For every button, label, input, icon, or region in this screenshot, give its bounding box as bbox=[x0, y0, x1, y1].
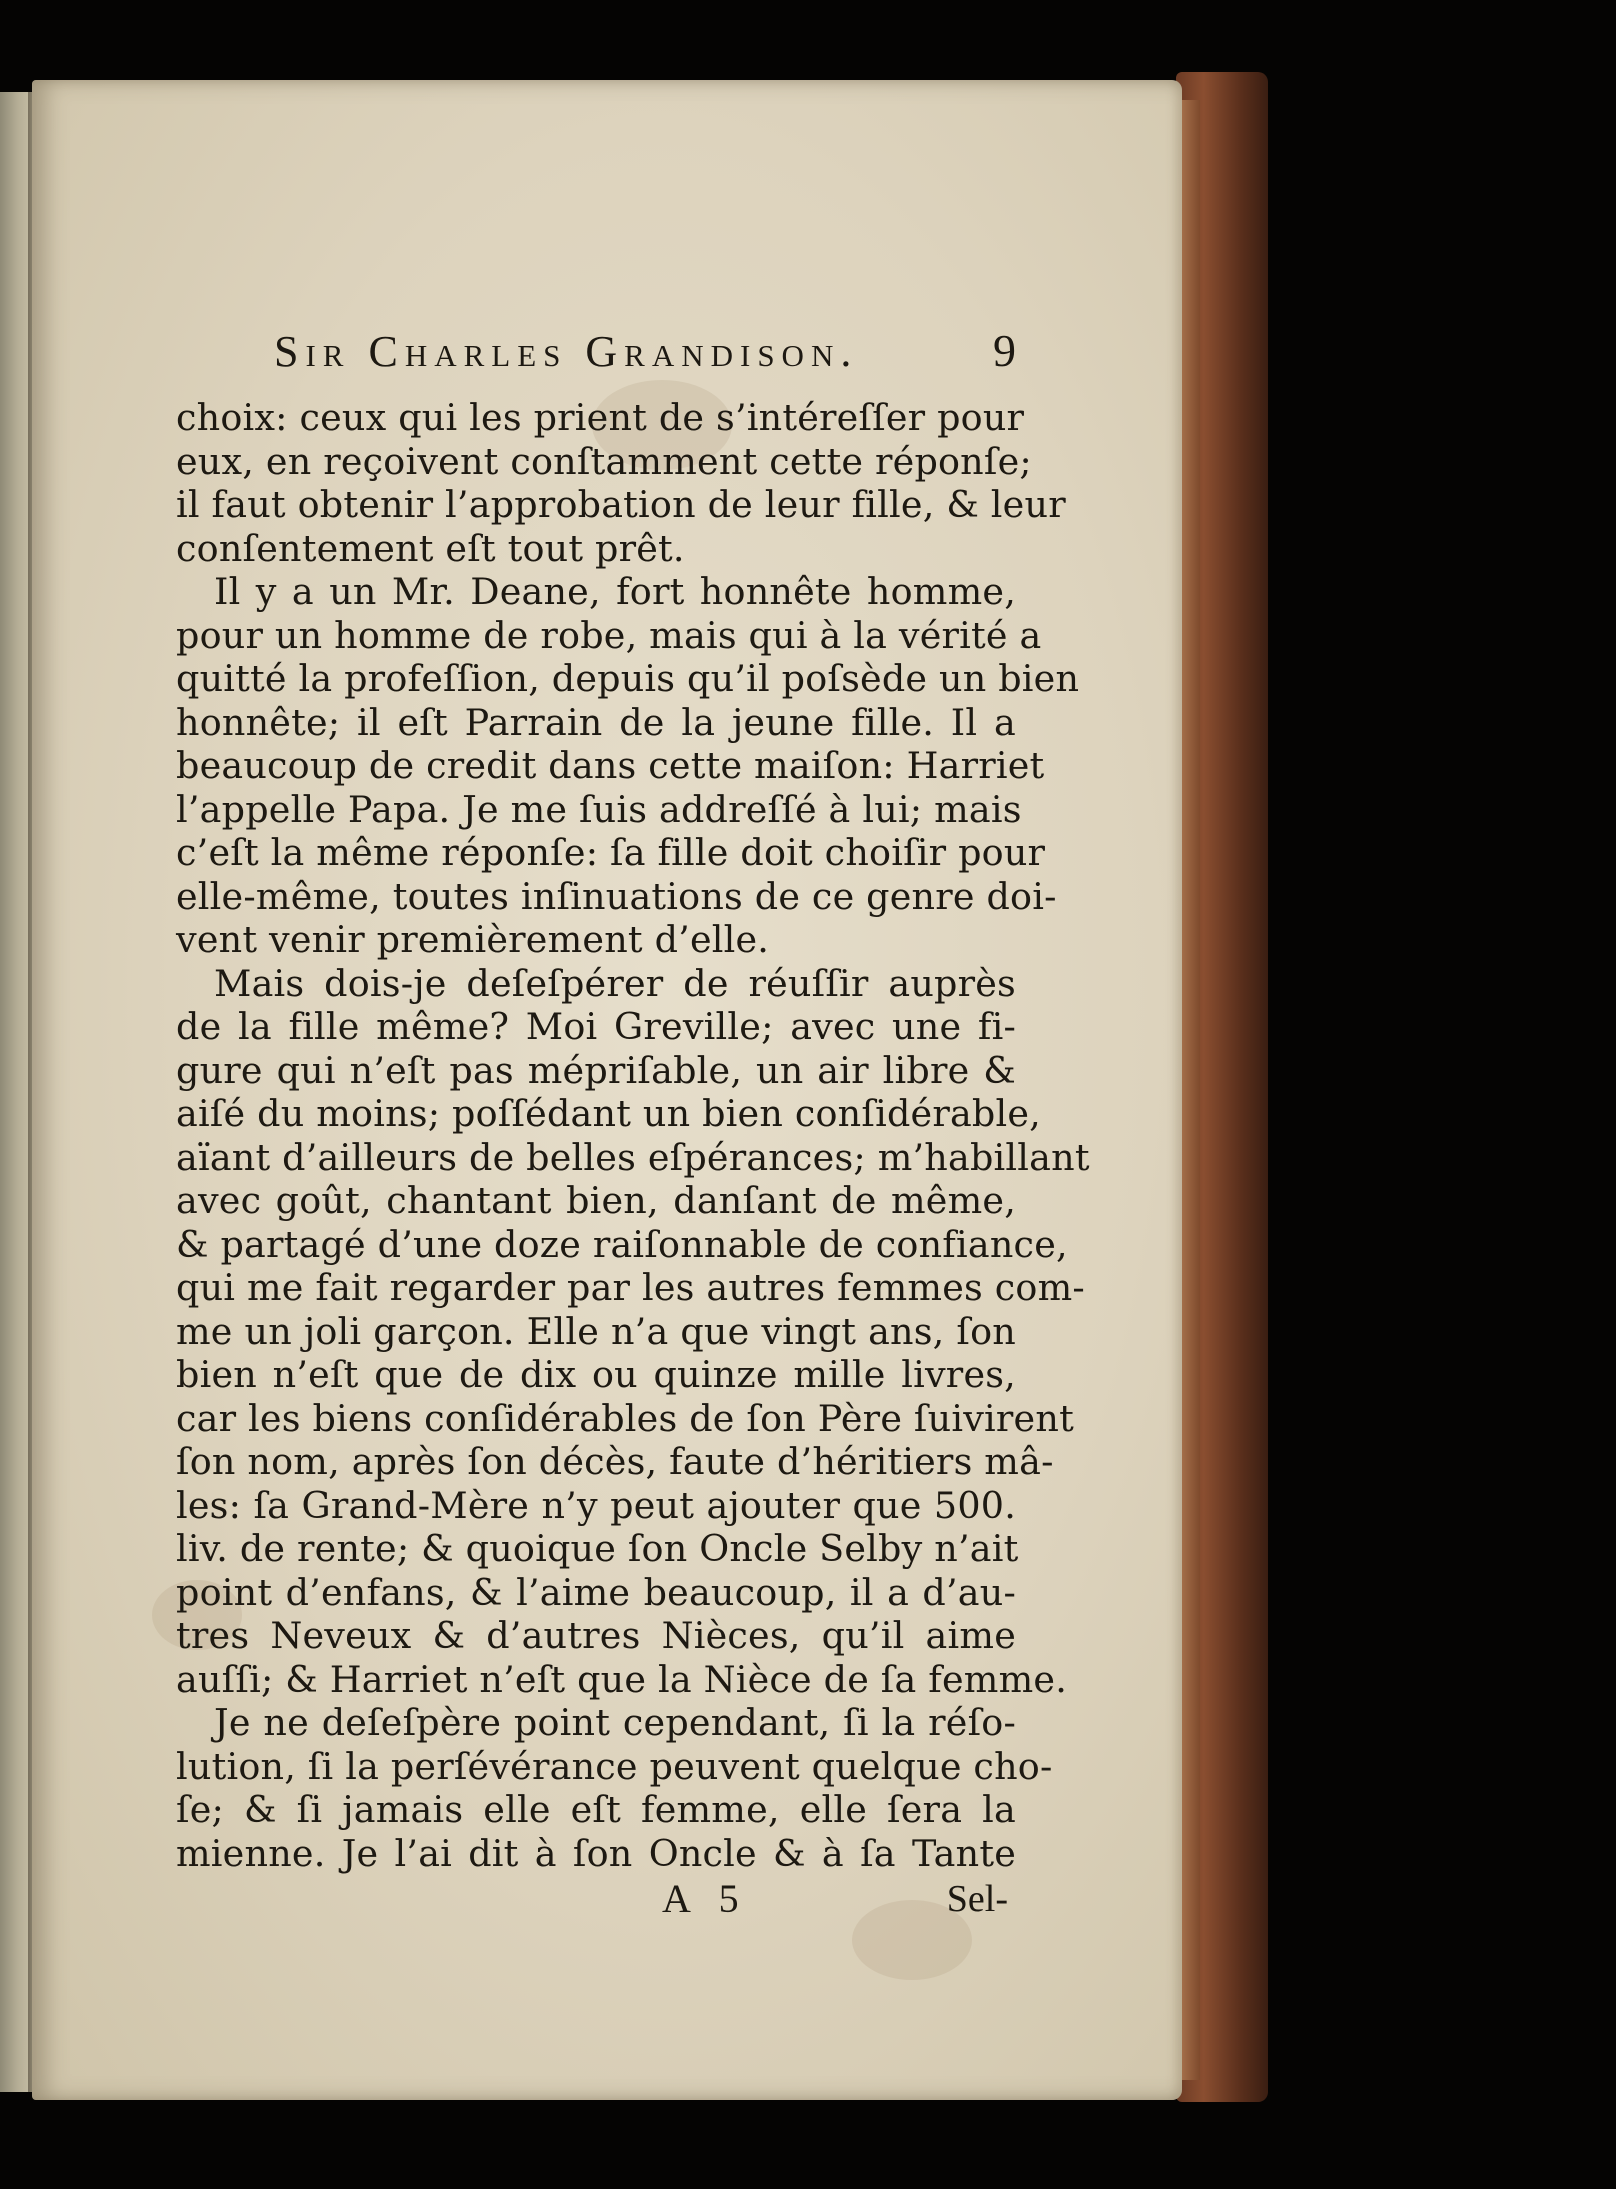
text-line: Il y a un Mr. Deane, fort honnête homme, bbox=[214, 570, 1016, 613]
text-line: de la fille même? Moi Greville; avec une fi- bbox=[176, 1005, 1016, 1048]
page-block-edge bbox=[1182, 100, 1200, 2080]
text-line: il faut obtenir l’approbation de leur fille, & leur bbox=[176, 483, 1066, 526]
text-line: ſon nom, après ſon décès, faute d’héritiers mâ- bbox=[176, 1440, 1054, 1483]
text-line: car les biens conſidérables de ſon Père ſuivirent bbox=[176, 1396, 1074, 1440]
running-head bbox=[176, 320, 1016, 396]
text-line: me un joli garçon. Elle n’a que vingt ans, ſon bbox=[176, 1309, 1016, 1353]
text-line: choix: ceux qui les prient de s’intéreſſer pour bbox=[176, 396, 1025, 439]
body-text bbox=[176, 396, 1090, 1875]
catchword: Sel- bbox=[946, 1878, 1008, 1920]
book-page bbox=[32, 80, 1182, 2100]
text-line: qui me fait regarder par les autres femmes com- bbox=[176, 1266, 1085, 1309]
text-line: ſe; & ſi jamais elle eſt femme, elle ſera la bbox=[176, 1788, 1016, 1831]
text-block bbox=[176, 320, 1090, 1931]
text-line: lution, ſi la perſévérance peuvent quelque cho- bbox=[176, 1744, 1053, 1788]
page-footer bbox=[176, 1875, 1016, 1931]
text-line: vent venir premièrement d’elle. bbox=[176, 918, 770, 961]
text-line: eux, en reçoivent conſtamment cette réponſe; bbox=[176, 439, 1032, 483]
text-line: aïant d’ailleurs de belles eſpérances; m’habillant bbox=[176, 1135, 1090, 1179]
page-number: 9 bbox=[993, 325, 1016, 376]
text-line: mienne. Je l’ai dit à ſon Oncle & à ſa Tante bbox=[176, 1831, 1016, 1875]
text-line: tres Neveux & d’autres Nièces, qu’il aime bbox=[176, 1614, 1016, 1657]
text-line: gure qui n’eſt pas mépriſable, un air libre & bbox=[176, 1048, 1016, 1092]
text-line: les: ſa Grand-Mère n’y peut ajouter que 500. bbox=[176, 1483, 1016, 1527]
text-line: point d’enfans, & l’aime beaucoup, il a d’au- bbox=[176, 1570, 1016, 1614]
text-line: & partagé d’une doze raiſonnable de confiance, bbox=[176, 1222, 1068, 1266]
signature-mark: A 5 bbox=[662, 1876, 749, 1921]
running-title: Sir Charles Grandison. bbox=[274, 327, 859, 376]
text-line: Je ne deſeſpère point cependant, ſi la réſo- bbox=[214, 1701, 1016, 1744]
text-line: avec goût, chantant bien, danſant de même, bbox=[176, 1179, 1016, 1222]
text-line: quitté la profeſſion, depuis qu’il poſsède un bien bbox=[176, 657, 1080, 700]
text-line: liv. de rente; & quoique ſon Oncle Selby n’ait bbox=[176, 1527, 1019, 1570]
text-line: aiſé du moins; poſſédant un bien conſidérable, bbox=[176, 1092, 1041, 1135]
text-line: bien n’eſt que de dix ou quinze mille livres, bbox=[176, 1353, 1016, 1396]
text-line: Mais dois-je deſeſpérer de réuſſir auprès bbox=[214, 961, 1016, 1005]
text-line: elle-même, toutes inſinuations de ce genre doi- bbox=[176, 874, 1057, 918]
text-line: beaucoup de credit dans cette maiſon: Harriet bbox=[176, 744, 1045, 787]
text-line: honnête; il eſt Parrain de la jeune fille. Il a bbox=[176, 700, 1016, 744]
text-line: conſentement eſt tout prêt. bbox=[176, 526, 685, 570]
text-line: c’eſt la même réponſe: ſa fille doit choiſir pour bbox=[176, 831, 1046, 874]
text-line: l’appelle Papa. Je me ſuis addreſſé à lui; mais bbox=[176, 787, 1022, 831]
text-line: pour un homme de robe, mais qui à la vérité a bbox=[176, 613, 1042, 657]
text-line: auſſi; & Harriet n’eſt que la Nièce de ſa femme. bbox=[176, 1657, 1068, 1701]
